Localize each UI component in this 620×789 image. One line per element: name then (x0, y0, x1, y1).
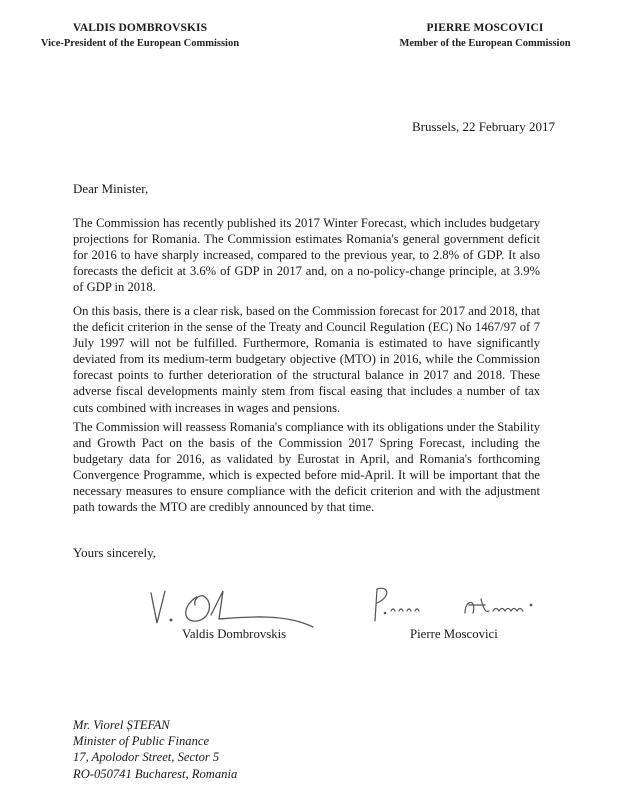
place-date: Brussels, 22 February 2017 (412, 119, 555, 134)
recipient-address (73, 717, 237, 782)
recipient-city: RO-050741 Bucharest, Romania (73, 766, 238, 781)
body-paragraph-1: The Commission has recently published its 2017 Winter Forecast, which includes budgetary projections for Romania. The Commission estimates Romania's general government deficit for 2016 to have sharply increased, compared to the previous year, to 2.8% of GDP. It also forecasts the deficit at 3.6% of GDP in 2017 and, on a no-policy-change principle, at 3.9% of GDP in 2018. (73, 216, 540, 295)
recipient-name: Mr. Viorel ȘTEFAN (73, 718, 170, 732)
signatory-name-dombrovskis: Valdis Dombrovskis (182, 627, 287, 641)
signatory-name-moscovici: Pierre Moscovici (410, 627, 498, 641)
closing: Yours sincerely, (73, 545, 157, 560)
sender-left-name: VALDIS DOMBROVSKIS (72, 22, 208, 34)
recipient-title: Minister of Public Finance (73, 734, 210, 749)
signature-dombrovskis-icon (145, 585, 325, 630)
salutation: Dear Minister, (73, 181, 149, 196)
sender-left-header (40, 20, 240, 52)
recipient-street: 17, Apolodor Street, Sector 5 (73, 750, 220, 765)
sender-left-role: Vice-President of the European Commission (40, 38, 240, 49)
sender-right-role: Member of the European Commission (399, 38, 571, 49)
sender-right-name: PIERRE MOSCOVICI (426, 22, 544, 34)
body-paragraph-3: The Commission will reassess Romania's compliance with its obligations under the Stability and Growth Pact on the basis of the Commission 2017 Spring Forecast, including the budgetary data for 2016, as validated by Eurostat in April, and Romania's forthcoming Convergence Programme, which is expected before mid-April. It will be important that the necessary measures to ensure compliance with the deficit criterion and with the adjustment path towards the MTO are credibly announced by that time. (73, 420, 540, 515)
signature-moscovici-icon (365, 583, 565, 628)
body-paragraph-2: On this basis, there is a clear risk, based on the Commission forecast for 2017 and 2018, that the deficit criterion in the sense of the Treaty and Council Regulation (EC) No 1467/97 of 7 July 1997 will not be fulfilled. Furthermore, Romania is estimated to have significantly deviated from its medium-term budgetary objective (MTO) in 2016, while the Commission forecast points to further deterioration of the structural balance in 2017 and 2018. These adverse fiscal developments mainly stem from fiscal easing that includes a number of tax cuts combined with increases in wages and pensions. (73, 304, 540, 415)
sender-right-header (380, 20, 590, 52)
